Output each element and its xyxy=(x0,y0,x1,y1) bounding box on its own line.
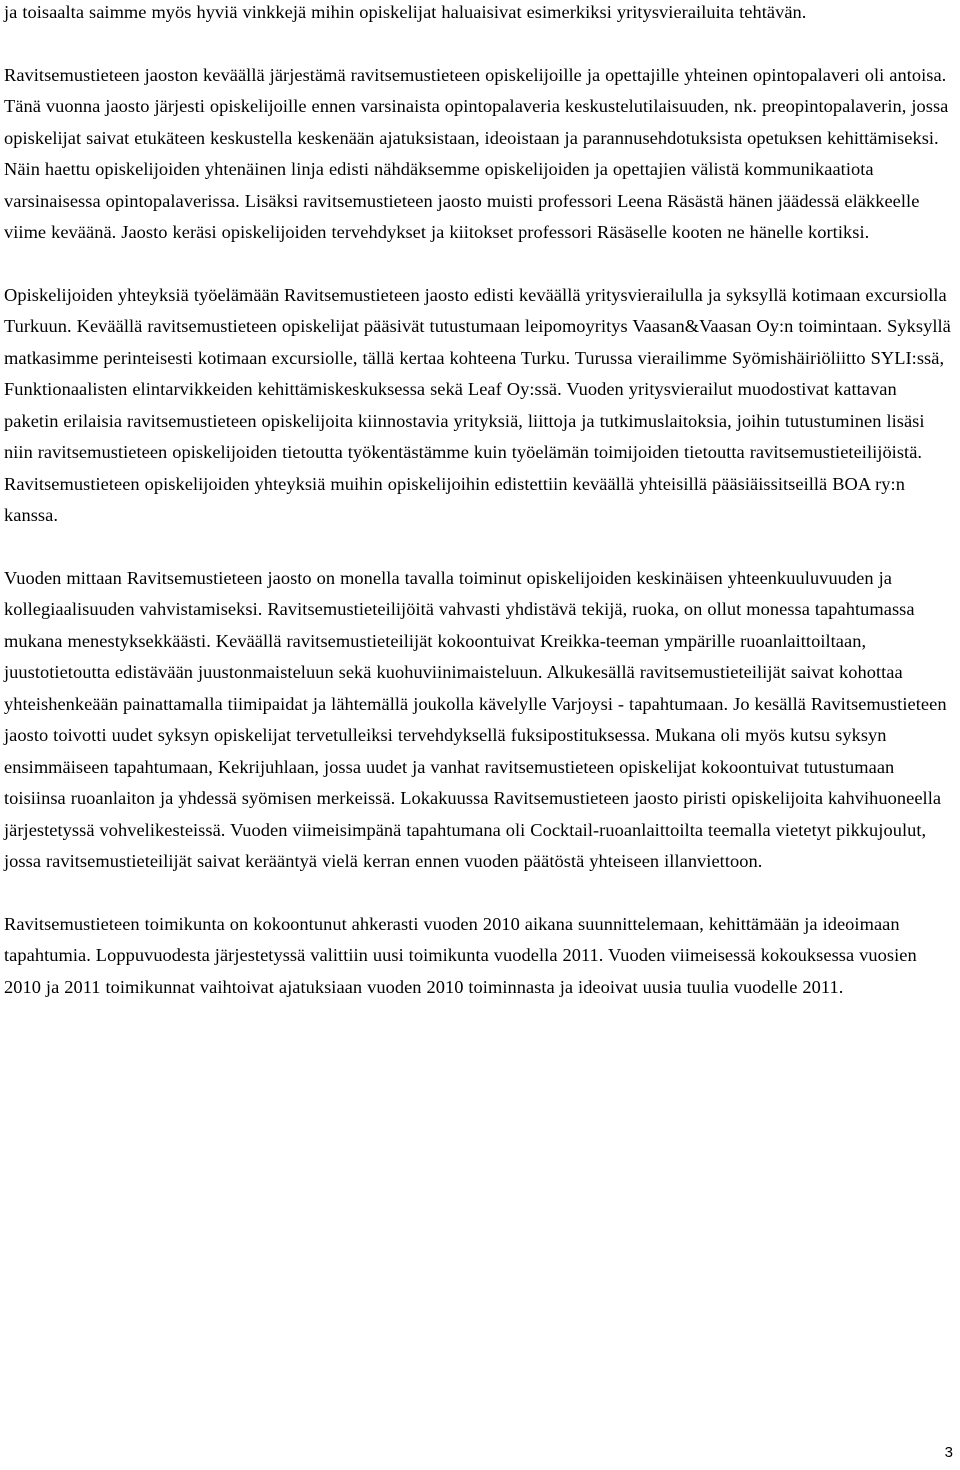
paragraph-gap xyxy=(4,878,956,909)
paragraph-gap xyxy=(4,29,956,60)
paragraph-gap xyxy=(4,249,956,280)
paragraph-tyoelama: Opiskelijoiden yhteyksiä työelämään Ravitsemustieteen jaosto edisti keväällä yritysvierailulla ja syksyllä kotimaan excursiolla Turkuun. Keväällä ravitsemustieteen opiskelijat pääsivät tutustumaan leipomoyritys Vaasan&Vaasan Oy:n toimintaan. Syksyllä matkasimme perinteisesti kotimaan excursiolle, tällä kertaa kohteena Turku. Turussa vierailimme Syömishäiriöliitto SYLI:ssä, Funktionaalisten elintarvikkeiden kehittämiskeskuksessa sekä Leaf Oy:ssä. Vuoden yritysvierailut muodostivat kattavan paketin erilaisia ravitsemustieteen opiskelijoita kiinnostavia yrityksiä, liittoja ja tutkimuslaitoksia, joihin tutustuminen lisäsi niin ravitsemustieteen opiskelijoiden tietoutta työkentästämme kuin työelämän toimijoiden tietoutta ravitsemustieteilijöistä. Ravitsemustieteen opiskelijoiden yhteyksiä muihin opiskelijoihin edistettiin keväällä yhteisillä pääsiäissitseillä BOA ry:n kanssa. xyxy=(4,284,951,525)
document-page xyxy=(4,0,956,1003)
paragraph-intro-continuation: ja toisaalta saimme myös hyviä vinkkejä mihin opiskelijat haluaisivat esimerkiksi yritysvierailuita tehtävän. xyxy=(4,2,807,22)
paragraph-opintopalaveri: Ravitsemustieteen jaoston keväällä järjestämä ravitsemustieteen opiskelijoille ja opettajille yhteinen opintopalaveri oli antoisa. Tänä vuonna jaosto järjesti opiskelijoille ennen varsinaista opintopalaveria keskustelutilaisuuden, nk. preopintopalaverin, jossa opiskelijat saivat etukäteen keskustella keskenään ajatuksistaan, ideoistaan ja parannusehdotuksista opetuksen kehittämiseksi. Näin haettu opiskelijoiden yhtenäinen linja edisti nähdäksemme opiskelijoiden ja opettajien välistä kommunikaatiota varsinaisessa opintopalaverissa. Lisäksi ravitsemustieteen jaosto muisti professori Leena Räsästä hänen jäädessä eläkkeelle viime keväänä. Jaosto keräsi opiskelijoiden tervehdykset ja kiitokset professori Räsäselle kooten ne hänelle kortiksi. xyxy=(4,64,949,242)
page-number: 3 xyxy=(944,1444,953,1461)
paragraph-gap xyxy=(4,532,956,563)
paragraph-toimikunta: Ravitsemustieteen toimikunta on kokoontunut ahkerasti vuoden 2010 aikana suunnittelemaan, kehittämään ja ideoimaan tapahtumia. Loppuvuodesta järjestetyssä valittiin uusi toimikunta vuodella 2011. Vuoden viimeisessä kokouksessa vuosien 2010 ja 2011 toimikunnat vaihtoivat ajatuksiaan vuoden 2010 toiminnasta ja ideoivat uusia tuulia vuodelle 2011. xyxy=(4,913,917,997)
paragraph-yhteenkuuluvuus: Vuoden mittaan Ravitsemustieteen jaosto on monella tavalla toiminut opiskelijoiden keskinäisen yhteenkuuluvuuden ja kollegiaalisuuden vahvistamiseksi. Ravitsemustieteilijöitä vahvasti yhdistävä tekijä, ruoka, on ollut monessa tapahtumassa mukana menestyksekkäästi. Keväällä ravitsemustieteilijät kokoontuivat Kreikka-teeman ympärille ruoanlaittoiltaan, juustotietoutta edistävään juustonmaisteluun sekä kuohuviinimaisteluun. Alkukesällä ravitsemustieteilijät saivat kohottaa yhteishenkeään painattamalla tiimipaidat ja lähtemällä joukolla kävelylle Varjoysi - tapahtumaan. Jo kesällä Ravitsemustieteen jaosto toivotti uudet syksyn opiskelijat tervetulleiksi tervehdyksellä fuksipostituksessa. Mukana oli myös kutsu syksyn ensimmäiseen tapahtumaan, Kekrijuhlaan, jossa uudet ja vanhat ravitsemustieteen opiskelijat kokoontuivat tutustumaan toisiinsa ruoanlaiton ja yhdessä syömisen merkeissä. Lokakuussa Ravitsemustieteen jaosto piristi opiskelijoita kahvihuoneella järjestetyssä vohvelikesteissä. Vuoden viimeisimpänä tapahtumana oli Cocktail-ruoanlaittoilta teemalla vietetyt pikkujoulut, jossa ravitsemustieteilijät saivat kerääntyä vielä kerran ennen vuoden päätöstä yhteiseen illanviettoon. xyxy=(4,567,947,871)
